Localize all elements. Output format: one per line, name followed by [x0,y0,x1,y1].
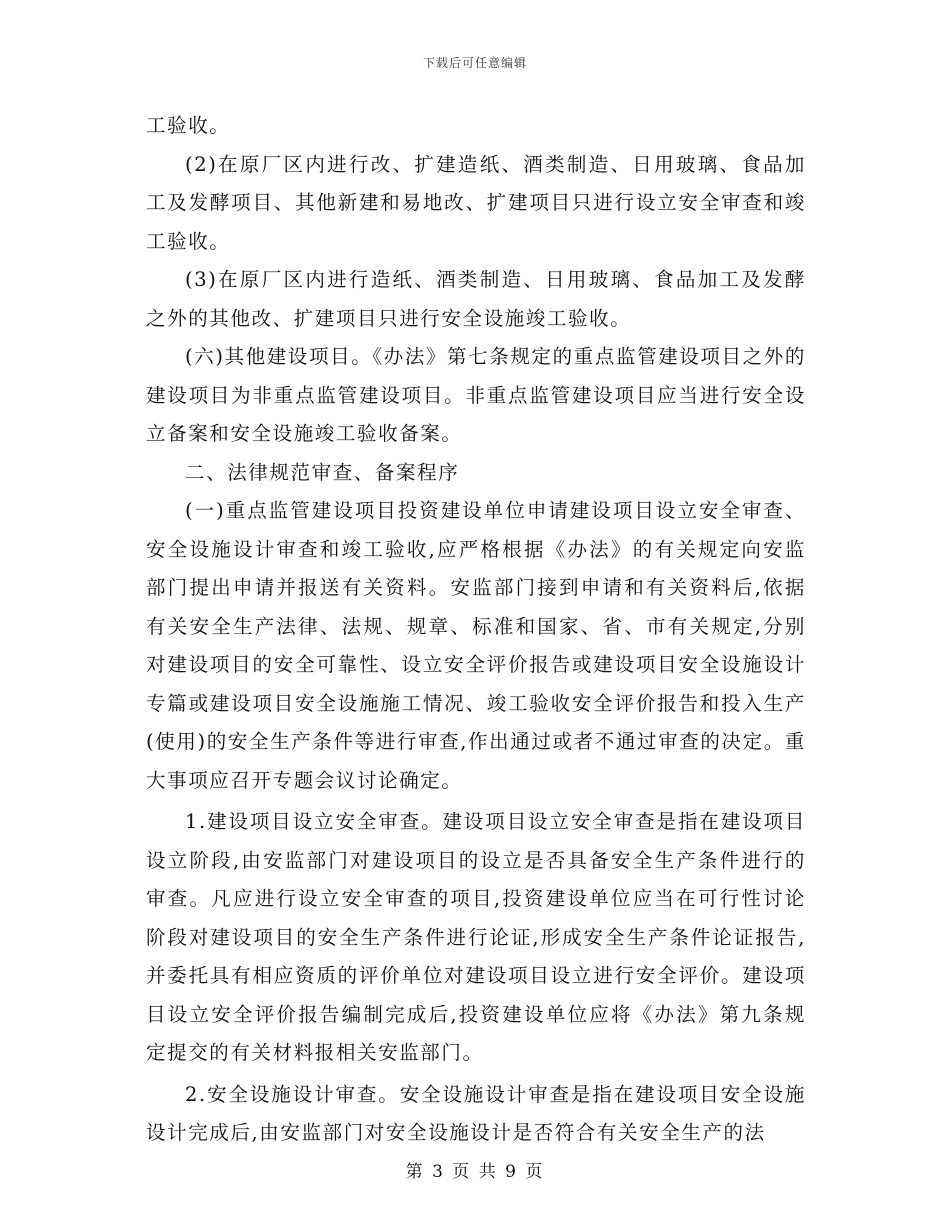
section-heading-2: 二、法律规范审查、备案程序 [185,460,460,484]
paragraph-continuation: 工验收。 [146,114,231,137]
paragraph-section-6: (六)其他建设项目。《办法》第七条规定的重点监管建设项目之外的建设项目为非重点监管建设项目。非重点监管建设项目应当进行安全设立备案和安全设施竣工验收备案。 [146,345,806,445]
paragraph-item-2: (2)在原厂区内进行改、扩建造纸、酒类制造、日用玻璃、食品加工及发酵项目、其他新建和易地改、扩建项目只进行设立安全审查和竣工验收。 [146,152,806,253]
page-number: 第 3 页 共 9 页 [405,1162,545,1182]
page-header: 下载后可任意编辑 [422,56,527,70]
paragraph-item-3: (3)在原厂区内进行造纸、酒类制造、日用玻璃、食品加工及发酵之外的其他改、扩建项目只进行安全设施竣工验收。 [146,268,806,330]
document-body [146,107,806,1153]
paragraph-subsection-1: (一)重点监管建设项目投资建设单位申请建设项目设立安全审查、安全设施设计审查和竣工验收,应严格根据《办法》的有关规定向安监部门提出申请并报送有关资料。安监部门接到申请和有关资料后,依据有关安全生产法律、法规、规章、标准和国家、省、市有关规定,分别对建设项目的安全可靠性、设立安全评价报告或建设项目安全设施设计专篇或建设项目安全设施施工情况、竣工验收安全评价报告和投入生产(使用)的安全生产条件等进行审查,作出通过或者不通过审查的决定。重大事项应召开专题会议讨论确定。 [146,499,806,792]
paragraph-point-2: 2.安全设施设计审查。安全设施设计审查是指在建设项目安全设施设计完成后,由安监部门对安全设施设计是否符合有关安全生产的法 [146,1082,806,1144]
paragraph-point-1: 1.建设项目设立安全审查。建设项目设立安全审查是指在建设项目设立阶段,由安监部门对建设项目的设立是否具备安全生产条件进行的审查。凡应进行设立安全审查的项目,投资建设单位应当在可行性讨论阶段对建设项目的安全生产条件进行论证,形成安全生产条件论证报告,并委托具有相应资质的评价单位对建设项目设立进行安全评价。建设项目设立安全评价报告编制完成后,投资建设单位应将《办法》第九条规定提交的有关材料报相关安监部门。 [146,810,806,1064]
